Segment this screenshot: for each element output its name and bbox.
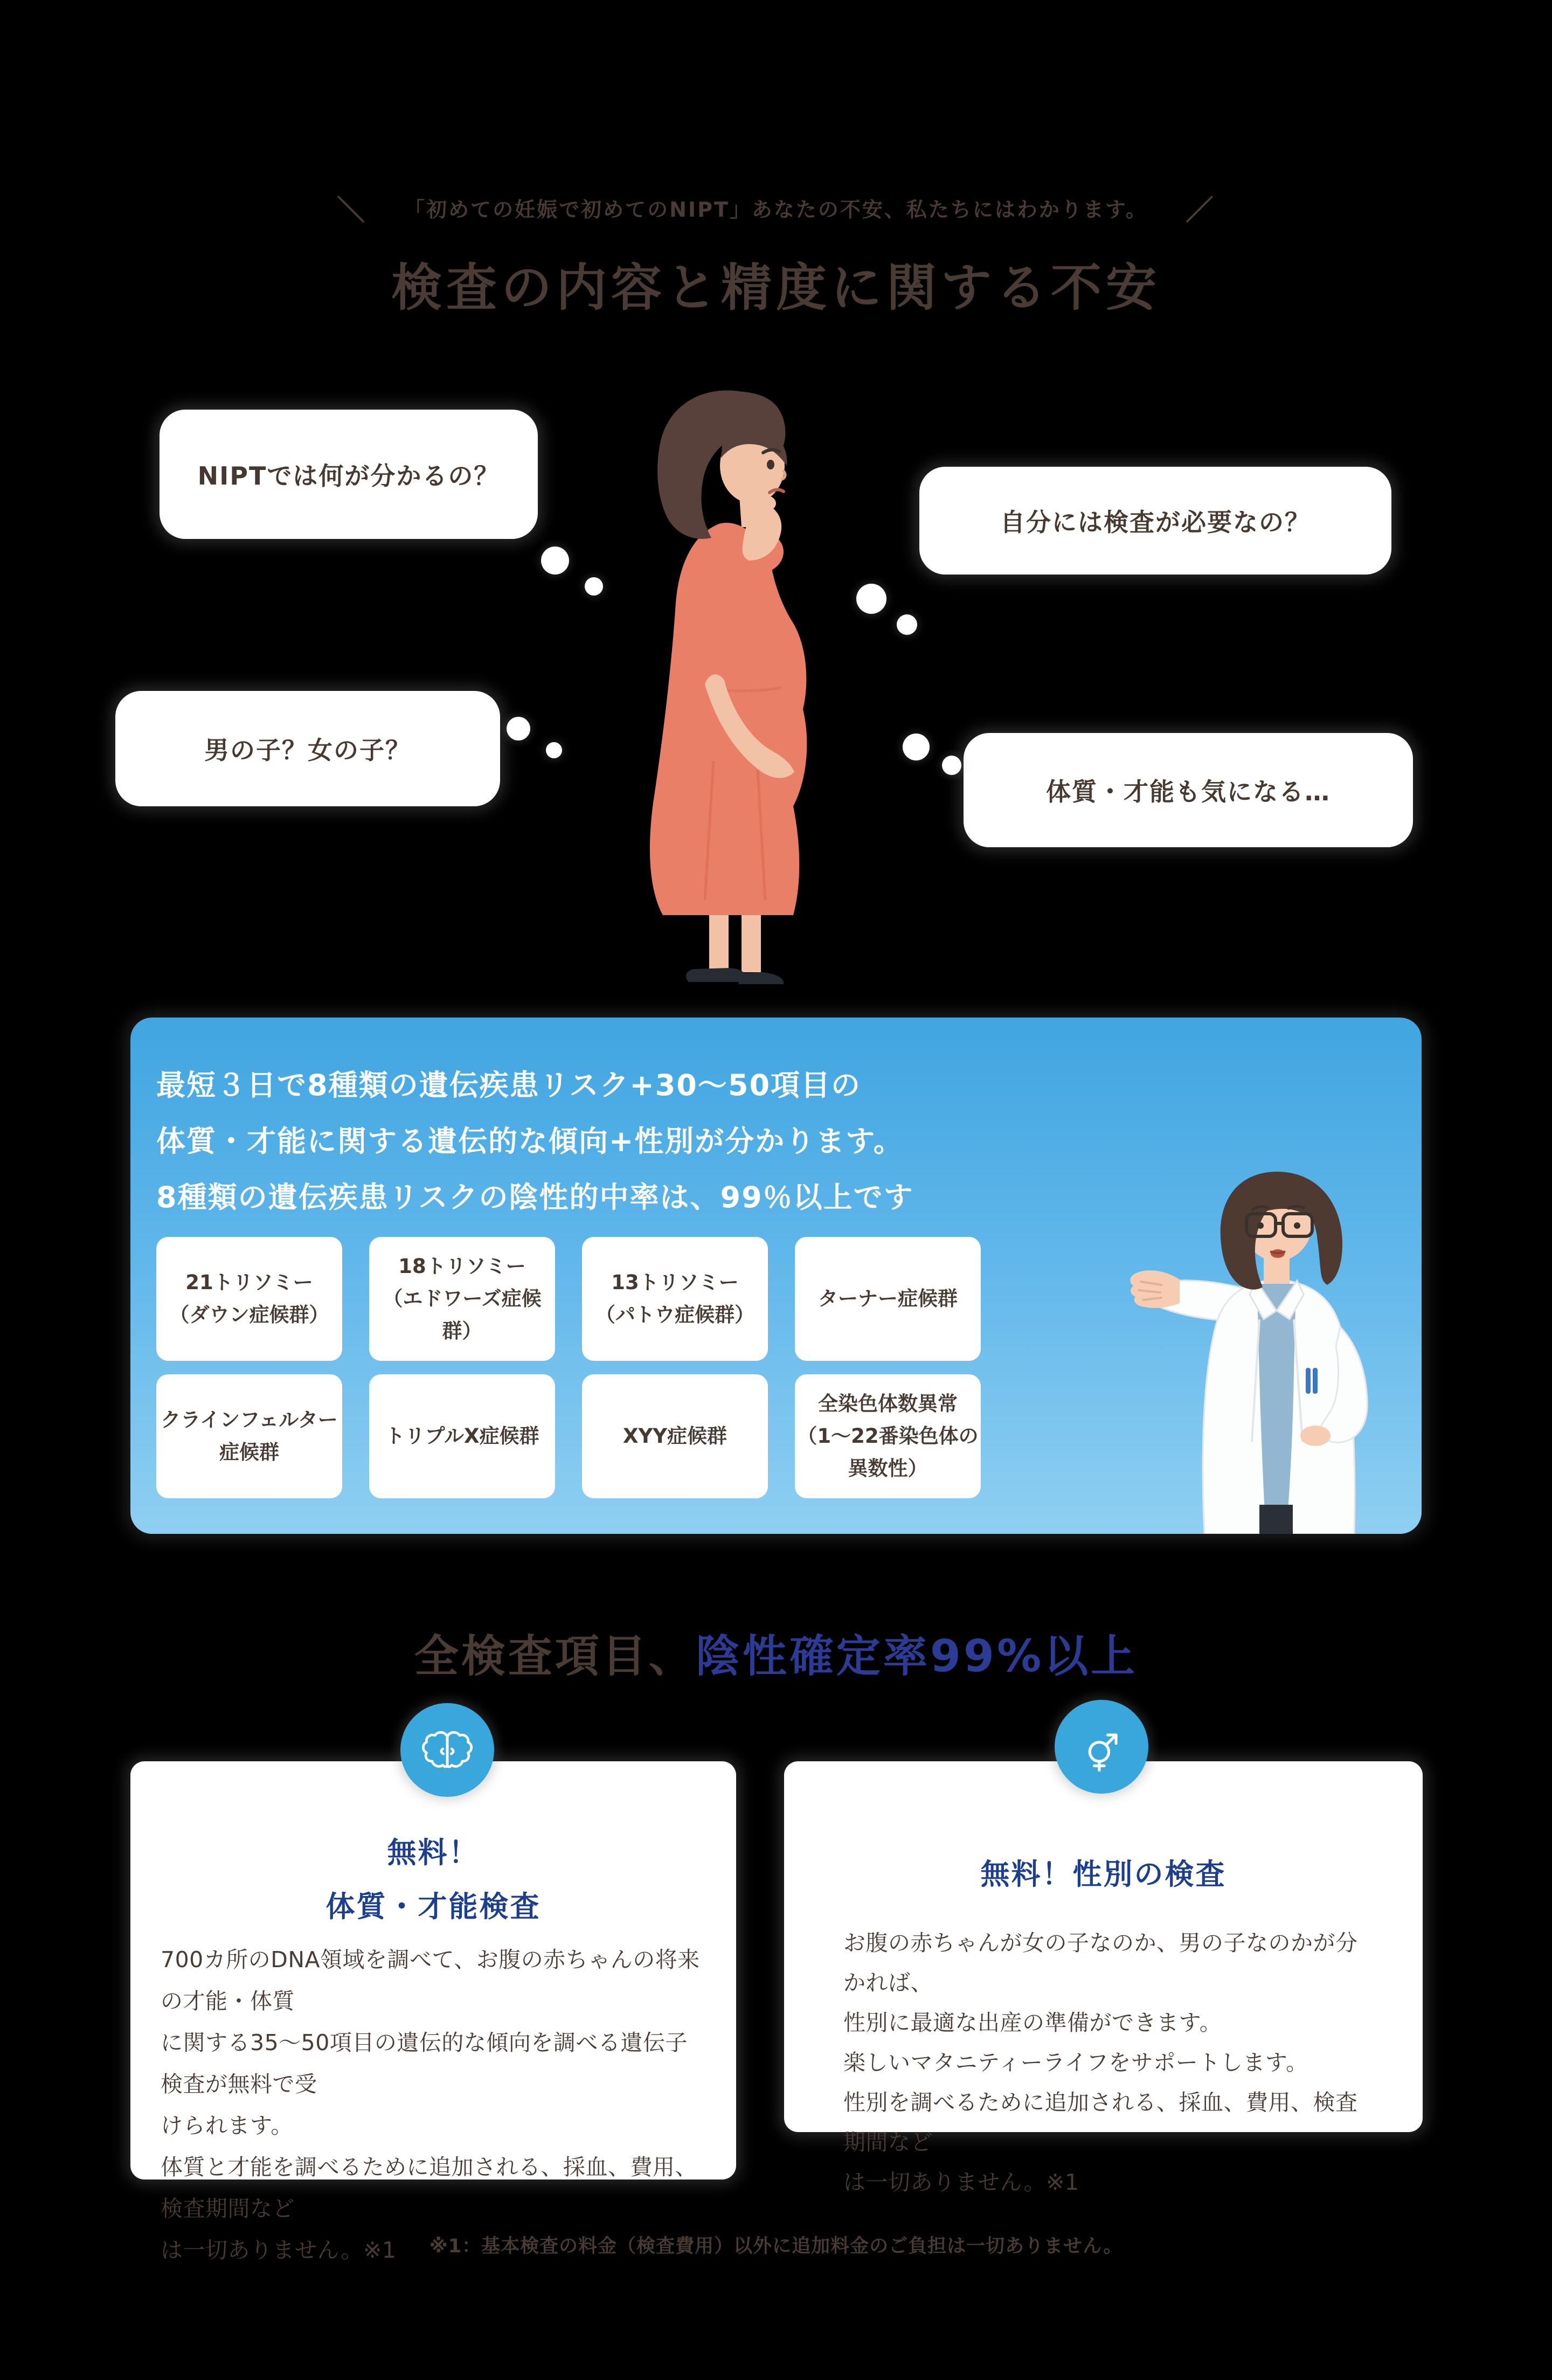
female-doctor-illustration [1124,1140,1422,1534]
tagline-text: 「初めての妊娠で初めてのNIPT」あなたの不安、私たちにはわかります。 [404,198,1148,222]
condition-card-triplex: トリプルX症候群 [369,1374,555,1498]
thought-dot [585,577,603,596]
speech-bubble-traits-label: 体質・才能も気になる… [1046,777,1331,806]
thought-dot [942,756,961,775]
thought-dot [903,734,930,760]
tagline-right-slash: ／ [1185,195,1215,227]
accuracy-title [0,1621,1552,1684]
condition-card-aneuploidy: 全染色体数異常 （1〜22番染色体の 異数性） [795,1374,981,1498]
feature-card-gender-title: 無料！性別の検査 [980,1857,1227,1891]
accuracy-title-highlight: 陰性確定率99%以上 [695,1631,1138,1682]
speech-bubble-traits [964,733,1413,847]
page-title: 検査の内容と精度に関する不安 [391,259,1161,317]
condition-card-klinefelter: クラインフェルター 症候群 [156,1374,342,1498]
condition-card-xyy: XYY症候群 [582,1374,768,1498]
feature-card-gender [784,1761,1423,2195]
results-heading: 最短３日で8種類の遺伝疾患リスク+30〜50項目の 体質・才能に関する遺伝的な傾向+性別が分かります。 8種類の遺伝疾患リスクの陰性的中率は、99％以上です [156,1068,914,1214]
thought-dot [546,742,562,758]
condition-cards-grid [156,1237,981,1498]
brain-icon [400,1703,494,1797]
results-panel [130,1018,1422,1534]
feature-card-traits [130,1761,736,2263]
thought-dot [507,717,530,741]
gender-icon [1055,1700,1148,1794]
speech-bubble-necessity-label: 自分には検査が必要なの？ [1000,508,1311,537]
feature-card-gender-body: お腹の赤ちゃんが女の子なのか、男の子なのかが分かれば、 性別に最適な出産の準備ができます。 楽しいマタニティーライフをサポートします。 性別を調べるために追加される、採血、費用、検査期間など は一切ありません。※1 [843,1930,1358,2195]
feature-card-traits-body: 700カ所のDNA領域を調べて、お腹の赤ちゃんの将来の才能・体質 に関する35〜50項目の遺伝的な傾向を調べる遺伝子検査が無料で受 けられます。 体質と才能を調べるために追加される、採血、費用、検査期間など は一切ありません。※1 [161,1947,700,2263]
tagline [0,188,1552,228]
pregnant-woman-illustration [608,380,845,1011]
condition-card-turner: ターナー症候群 [795,1237,981,1361]
speech-bubble-nipt-label: NIPTでは何が分かるの？ [197,461,500,490]
speech-bubble-gender-label: 男の子？女の子？ [204,736,411,765]
thought-dot [856,584,886,614]
thought-dot [541,546,569,575]
speech-bubble-nipt [160,410,538,539]
tagline-left-slash: ＼ [337,195,367,227]
condition-card-trisomy18: 18トリソミー （エドワーズ症候群） [369,1237,555,1361]
thought-dot [897,614,917,635]
footnote: ※1：基本検査の料金（検査費用）以外に追加料金のご負担は一切ありません。 [429,2236,1123,2257]
speech-bubble-gender [115,691,500,806]
condition-card-trisomy13: 13トリソミー （パトウ症候群） [582,1237,768,1361]
condition-card-trisomy21: 21トリソミー （ダウン症候群） [156,1237,342,1361]
speech-bubble-necessity [919,467,1391,575]
feature-card-traits-title: 無料！ 体質・才能検査 [325,1836,541,1924]
accuracy-title-prefix: 全検査項目、 [414,1631,696,1682]
